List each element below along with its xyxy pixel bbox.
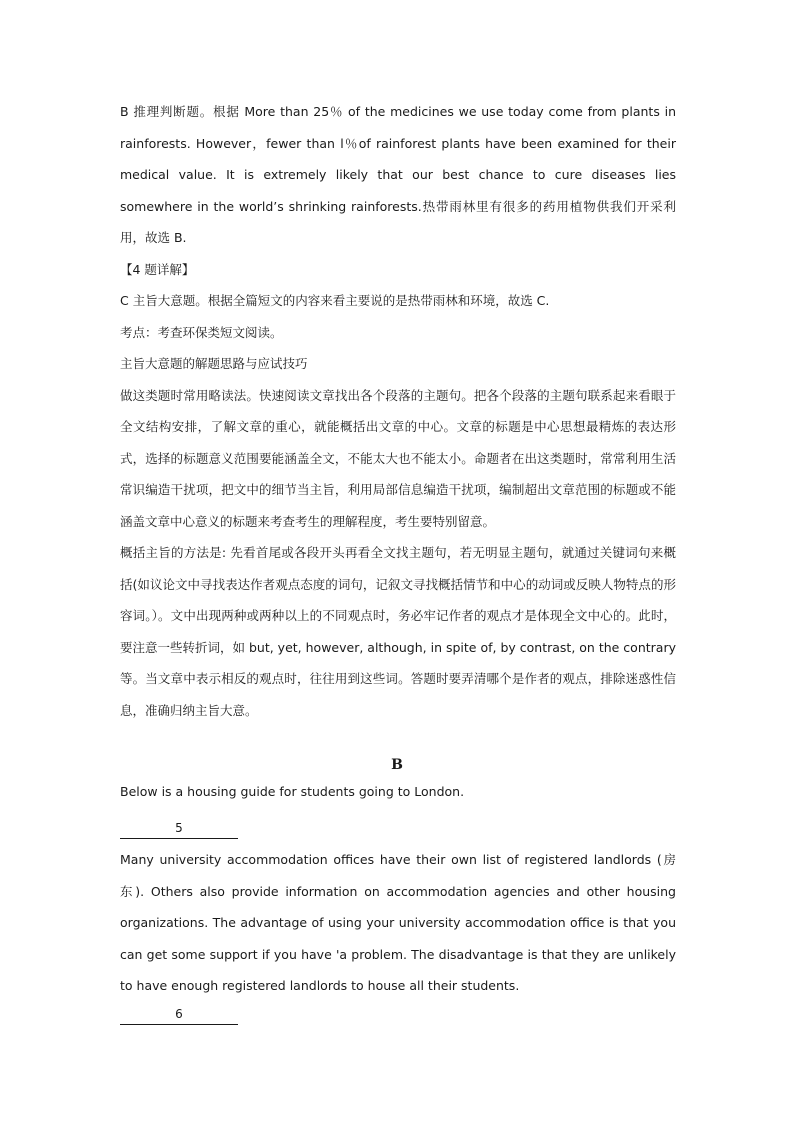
answer-explanation-section <box>120 96 676 726</box>
paragraph-tips-heading: 主旨大意题的解题思路与应试技巧 <box>120 356 308 371</box>
passage-paragraph-text: Many university accommodation offices have their own list of registered landlords (房东). Others also provide information on accommodation agencies and other housing organizations. The advantage of using your university accommodation office is that you can get some support if you have 'a problem. The disadvantage is that they are unlikely to have enough registered landlords to house all their students. <box>120 852 676 993</box>
paragraph-question-4-answer: C 主旨大意题。根据全篇短文的内容来看主要说的是热带雨林和环境，故选 C. <box>120 293 550 308</box>
paragraph-method-body: 概括主旨的方法是: 先看首尾或各段开头再看全文找主题句，若无明显主题句，就通过关键词句来概括(如议论文中寻找表达作者观点态度的词句，记叙文寻找概括情节和中心的动词或反映人物特点的形容词。）。文中出现两种或两种以上的不同观点时，务必牢记作者的观点才是体现全文中心的。此时，要注意一些转折词，如 but, yet, however, although, in spite of, by contrast, on the contrary 等。当文章中表示相反的观点时，往往用到这些词。答题时要弄清哪个是作者的观点，排除迷惑性信息，准确归纳主旨大意。 <box>120 545 676 718</box>
section-b-heading: B <box>391 757 403 773</box>
paragraph-question-4-title: 【4 题详解】 <box>120 261 195 277</box>
passage-intro: Below is a housing guide for students going to London. <box>120 784 465 799</box>
passage-paragraph <box>120 844 676 1002</box>
paragraph-exam-point: 考点：考查环保类短文阅读。 <box>120 324 283 340</box>
paragraph-tips-body: 做这类题时常用略读法。快速阅读文章找出各个段落的主题句。把各个段落的主题句联系起来看眼于全文结构安排，了解文章的重心，就能概括出文章的中心。文章的标题是中心思想最精炼的表达形式，选择的标题意义范围要能涵盖全文，不能太大也不能太小。命题者在出这类题时，常常利用生活常识编造干扰项，把文中的细节当主旨，利用局部信息编造干扰项，编制超出文章范围的标题或不能涵盖文章中心意义的标题来考查考生的理解程度，考生要特别留意。 <box>120 387 676 529</box>
answer-blank-6: 6 <box>120 1006 238 1025</box>
paragraph-question-3-explanation: B 推理判断题。根据 More than 25％ of the medicines we use today come from plants in rainforests. However，fewer than l％of rainforest plants have been examined for their medical value. It is extremely likely that our best chance to cure diseases lies somewhere in the world’s shrinking rainforests.热带雨林里有很多的药用植物供我们开采利用，故选 B. <box>120 104 676 245</box>
answer-blank-5: 5 <box>120 820 238 839</box>
